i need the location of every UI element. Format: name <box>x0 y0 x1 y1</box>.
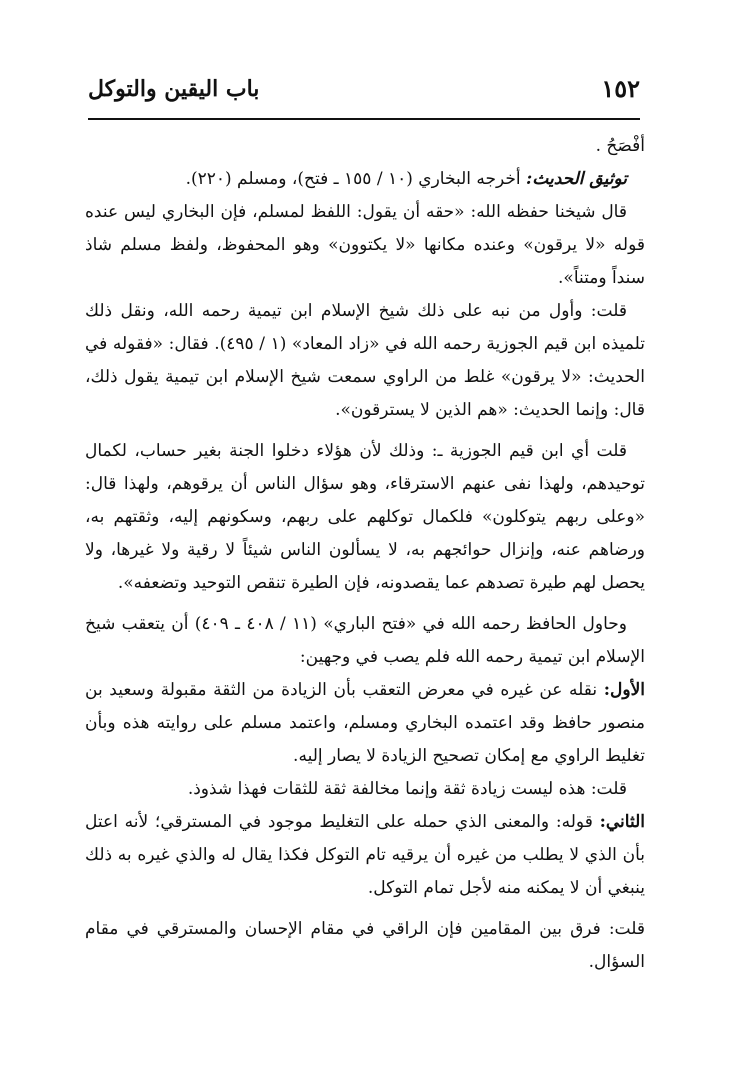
paragraph-hafiz: وحاول الحافظ رحمه الله في «فتح الباري» (١١ / ٤٠٨ ـ ٤٠٩) أن يتعقب شيخ الإسلام ابن تيمية رحمه الله فلم يصب في وجهين: <box>85 614 645 667</box>
page-number: ١٥٢ <box>601 74 640 103</box>
page-header <box>88 74 640 114</box>
tawthiq-label: توثيق الحديث: <box>526 169 627 189</box>
paragraph-tawthiq <box>85 163 645 196</box>
paragraph-sheikh-comment: قال شيخنا حفظه الله: «حقه أن يقول: اللفظ لمسلم، فإن البخاري ليس عنده قوله «لا يرقون» وعنده مكانها «لا يكتوون» وهو المحفوظ، ولفظ مسلم شاذ سنداً ومتناً». <box>85 202 645 288</box>
paragraph-ibn-taymiyyah: قلت: وأول من نبه على ذلك شيخ الإسلام ابن تيمية رحمه الله، ونقل ذلك تلميذه ابن قيم الجوزية رحمه الله في «زاد المعاد» (١ / ٤٩٥). فقال: «فقوله في الحديث: «لا يرقون» غلط من الراوي سمعت شيخ الإسلام ابن تيمية يقول ذلك، قال: وإنما الحديث: «هم الذين لا يسترقون». <box>85 301 645 420</box>
spacer <box>85 600 645 608</box>
paragraph-ibn-qayyim: قلت أي ابن قيم الجوزية ـ: وذلك لأن هؤلاء دخلوا الجنة بغير حساب، لكمال توحيدهم، ولهذا نفى عنهم الاسترقاء، وهو سؤال الناس أن يرقوهم، ولهذا قال: «وعلى ربهم يتوكلون» فلكمال توكلهم على ربهم، وسكونهم إليه، وثقتهم به، ورضاهم عنه، وإنزال حوائجهم به، لا يسألون الناس شيئاً لا رقية ولا غيرها، ولا يحصل لهم طيرة تصدهم عما يقصدونه، فإن الطيرة تنقص التوحيد وتضعفه». <box>85 441 645 593</box>
second-point-text: قوله: والمعنى الذي حمله على التغليط موجود في المسترقي؛ لأنه اعتل بأن الذي لا يطلب من غيره أن يرقيه تام التوكل فكذا يقال له والذي غيره به ذلك ينبغي أن لا يمكنه منه لأجل تمام التوكل. <box>85 812 645 898</box>
spacer <box>85 905 645 913</box>
first-point-label: الأول: <box>603 680 645 700</box>
paragraph-second-point <box>85 806 645 905</box>
chapter-title: باب اليقين والتوكل <box>88 76 260 102</box>
page-body <box>85 130 645 979</box>
spacer <box>85 427 645 435</box>
tawthiq-text: أخرجه البخاري (١٠ / ١٥٥ ـ فتح)، ومسلم (٢٢٠). <box>185 169 527 189</box>
paragraph-reply-2: قلت: فرق بين المقامين فإن الراقي في مقام الإحسان والمسترقي في مقام السؤال. <box>85 919 645 972</box>
paragraph-afsah: أفْصَحُ . <box>595 136 645 156</box>
second-point-label: الثاني: <box>599 812 645 832</box>
first-point-text: نقله عن غيره في معرض التعقب بأن الزيادة من الثقة مقبولة وسعيد بن منصور حافظ وقد اعتمده البخاري ومسلم، واعتمد مسلم على روايته هذه وبأن تغليط الراوي مع إمكان تصحيح الزيادة لا يصار إليه. <box>85 680 645 766</box>
header-divider <box>88 118 640 120</box>
paragraph-reply-1: قلت: هذه ليست زيادة ثقة وإنما مخالفة ثقة للثقات فهذا شذوذ. <box>187 779 627 799</box>
paragraph-first-point <box>85 674 645 773</box>
